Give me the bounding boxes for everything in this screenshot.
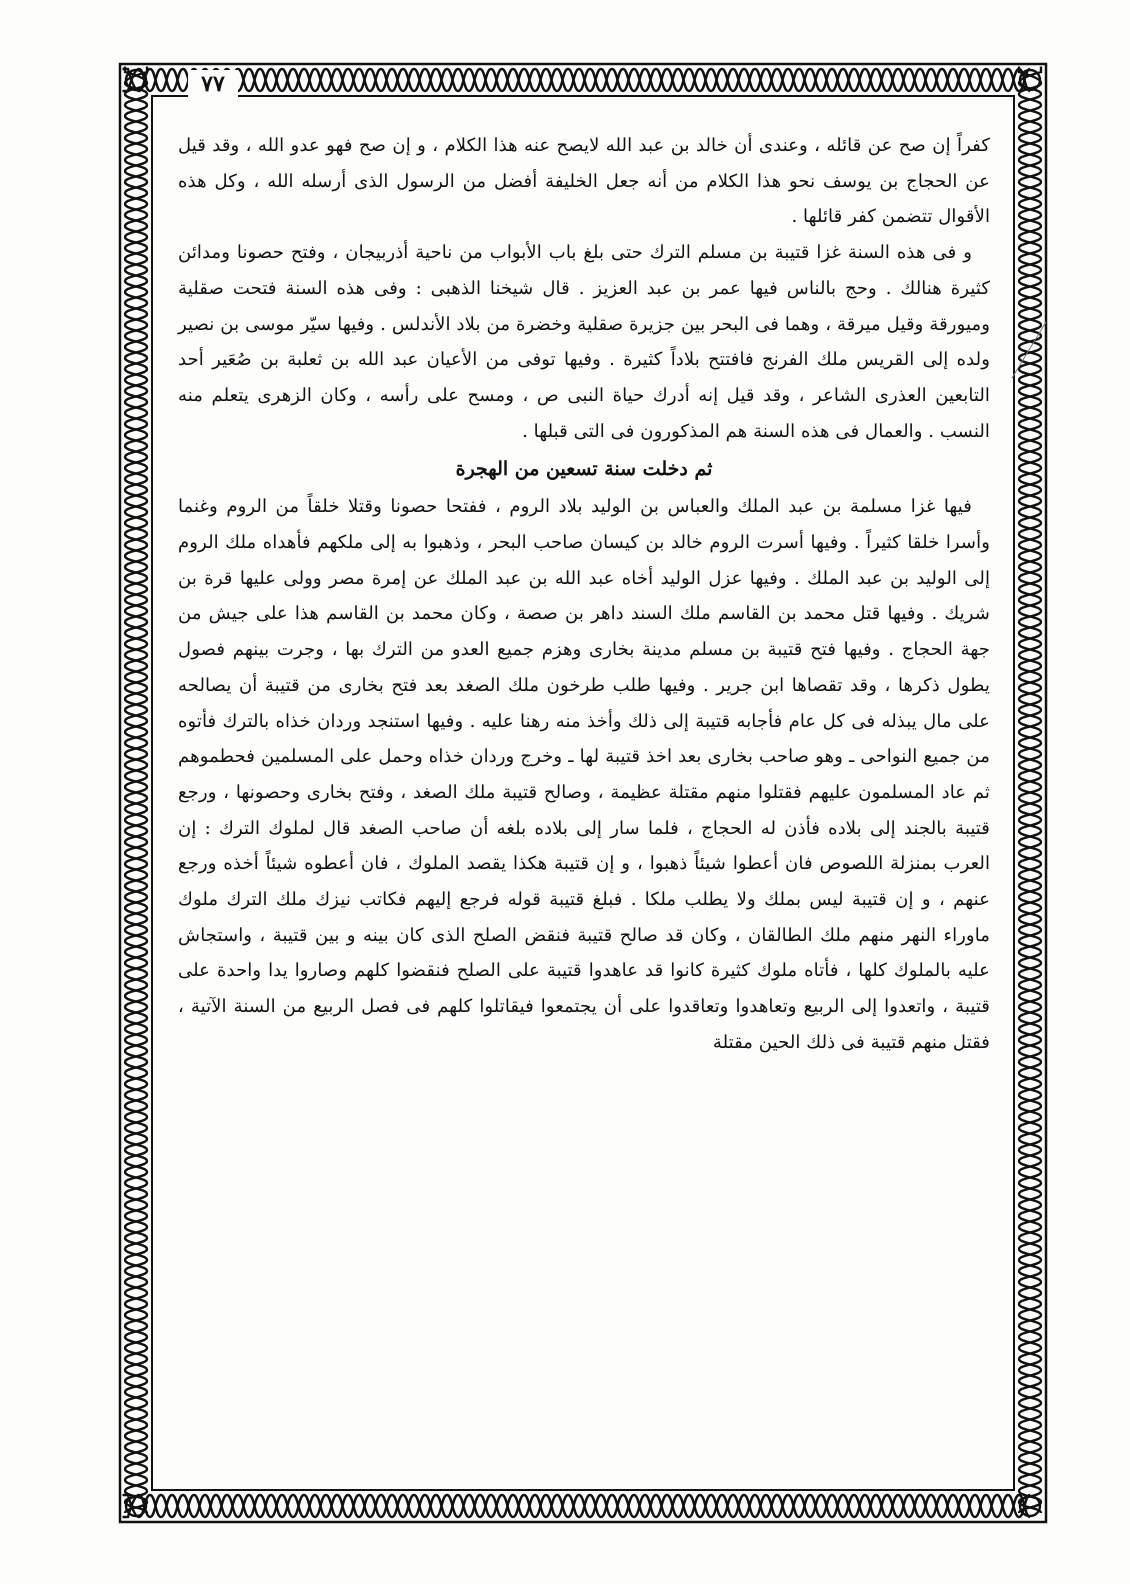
page-mark	[1010, 320, 1050, 380]
page-body-text	[178, 128, 990, 1468]
paragraph-3: فيها غزا مسلمة بن عبد الملك والعباس بن الوليد بلاد الروم ، ففتحا حصونا وقتلا خلقاً من الروم وغنما وأسرا خلقا كثيراً . وفيها أسرت الروم خالد بن كيسان صاحب البحر ، وذهبوا به إلى ملكهم فأهداه ملك الروم إلى الوليد بن عبد الملك . وفيها عزل الوليد أخاه عبد الله بن عبد الملك عن إمرة مصر وولى عليها قرة بن شريك . وفيها قتل محمد بن القاسم ملك السند داهر بن صصة ، وكان محمد بن القاسم هذا على جيش من جهة الحجاج . وفيها فتح قتيبة بن مسلم مدينة بخارى وهزم جميع العدو من الترك بها ، وجرت بينهم فصول يطول ذكرها ، وقد تقصاها ابن جرير . وفيها طلب طرخون ملك الصغد بعد فتح بخارى من قتيبة أن يصالحه على مال يبذله فى كل عام فأجابه قتيبة إلى ذلك وأخذ منه رهنا عليه . وفيها استنجد وردان خذاه بالترك فأتوه من جميع النواحى ـ وهو صاحب بخارى بعد اخذ قتيبة لها ـ وخرج وردان خذاه وحمل على المسلمين فحطموهم ثم عاد المسلمون عليهم فقتلوا منهم مقتلة عظيمة ، وصالح قتيبة ملك الصغد ، وفتح بخارى وحصونها ، ورجع قتيبة بالجند إلى بلاده فأذن له الحجاج ، فلما سار إلى بلاده بلغه أن صاحب الصغد قال لملوك الترك : إن العرب بمنزلة اللصوص فان أعطوا شيئاً ذهبوا ، و إن قتيبة هكذا يقصد الملوك ، فان أعطوه شيئاً أخذه ورجع عنهم ، و إن قتيبة ليس بملك ولا يطلب ملكا . فبلغ قتيبة قوله فرجع إليهم فكاتب نيزك ملك الترك ملوك ماوراء النهر منهم ملك الطالقان ، وكان قد صالح قتيبة فنقض الصلح الذى كان بينه و بين قتيبة ، واستجاش عليه بالملوك كلها ، فأتاه ملوك كثيرة كانوا قد عاهدوا قتيبة على الصلح فنقضوا كلهم وصاروا يدا واحدة على قتيبة ، واتعدوا إلى الربيع وتعاهدوا وتعاقدوا على أن يجتمعوا فيقاتلوا كلهم فى فصل الربيع من السنة الآتية ، فقتل منهم قتيبة فى ذلك الحين مقتلة	[178, 496, 990, 1053]
border-corner-knot	[126, 70, 146, 90]
paragraph-1: كفراً إن صح عن قائله ، وعندى أن خالد بن عبد الله لايصح عنه هذا الكلام ، و إن صح فهو عدو الله ، وقد قيل عن الحجاج بن يوسف نحو هذا الكلام من أنه جعل الخليفة أفضل من الرسول الذى أرسله الله ، وكل هذه الأقوال تتضمن كفر قائلها .	[178, 135, 990, 228]
paragraph-2: و فى هذه السنة غزا قتيبة بن مسلم الترك حتى بلغ باب الأبواب من ناحية أذربيجان ، وفتح حصونا ومدائن كثيرة هنالك . وحج بالناس فيها عمر بن عبد العزيز . قال شيخنا الذهبى : وفى هذه السنة فتحت صقلية وميورقة وقيل ميرقة ، وهما فى البحر بين جزيرة صقلية وخضرة من بلاد الأندلس . وفيها سيّر موسى بن نصير ولده إلى القريس ملك الفرنج فافتتح بلاداً كثيرة . وفيها توفى من الأعيان عبد الله بن ثعلبة بن صُعَير أحد التابعين العذرى الشاعر ، وقد قيل إنه أدرك حياة النبى ص ، ومسح على رأسه ، وكان الزهرى يتعلم منه النسب . والعمال فى هذه السنة هم المذكورون فى التى قبلها .	[178, 242, 990, 442]
border-braid-segment	[123, 1495, 1031, 1517]
border-corner-knot	[1020, 70, 1040, 90]
section-heading: ثم دخلت سنة تسعين من الهجرة	[455, 458, 713, 481]
border-braid-segment	[1019, 67, 1041, 1514]
border-braid-segment	[123, 69, 1031, 91]
border-braid-segment	[125, 67, 147, 1514]
page-number: ٧٧	[188, 70, 238, 98]
